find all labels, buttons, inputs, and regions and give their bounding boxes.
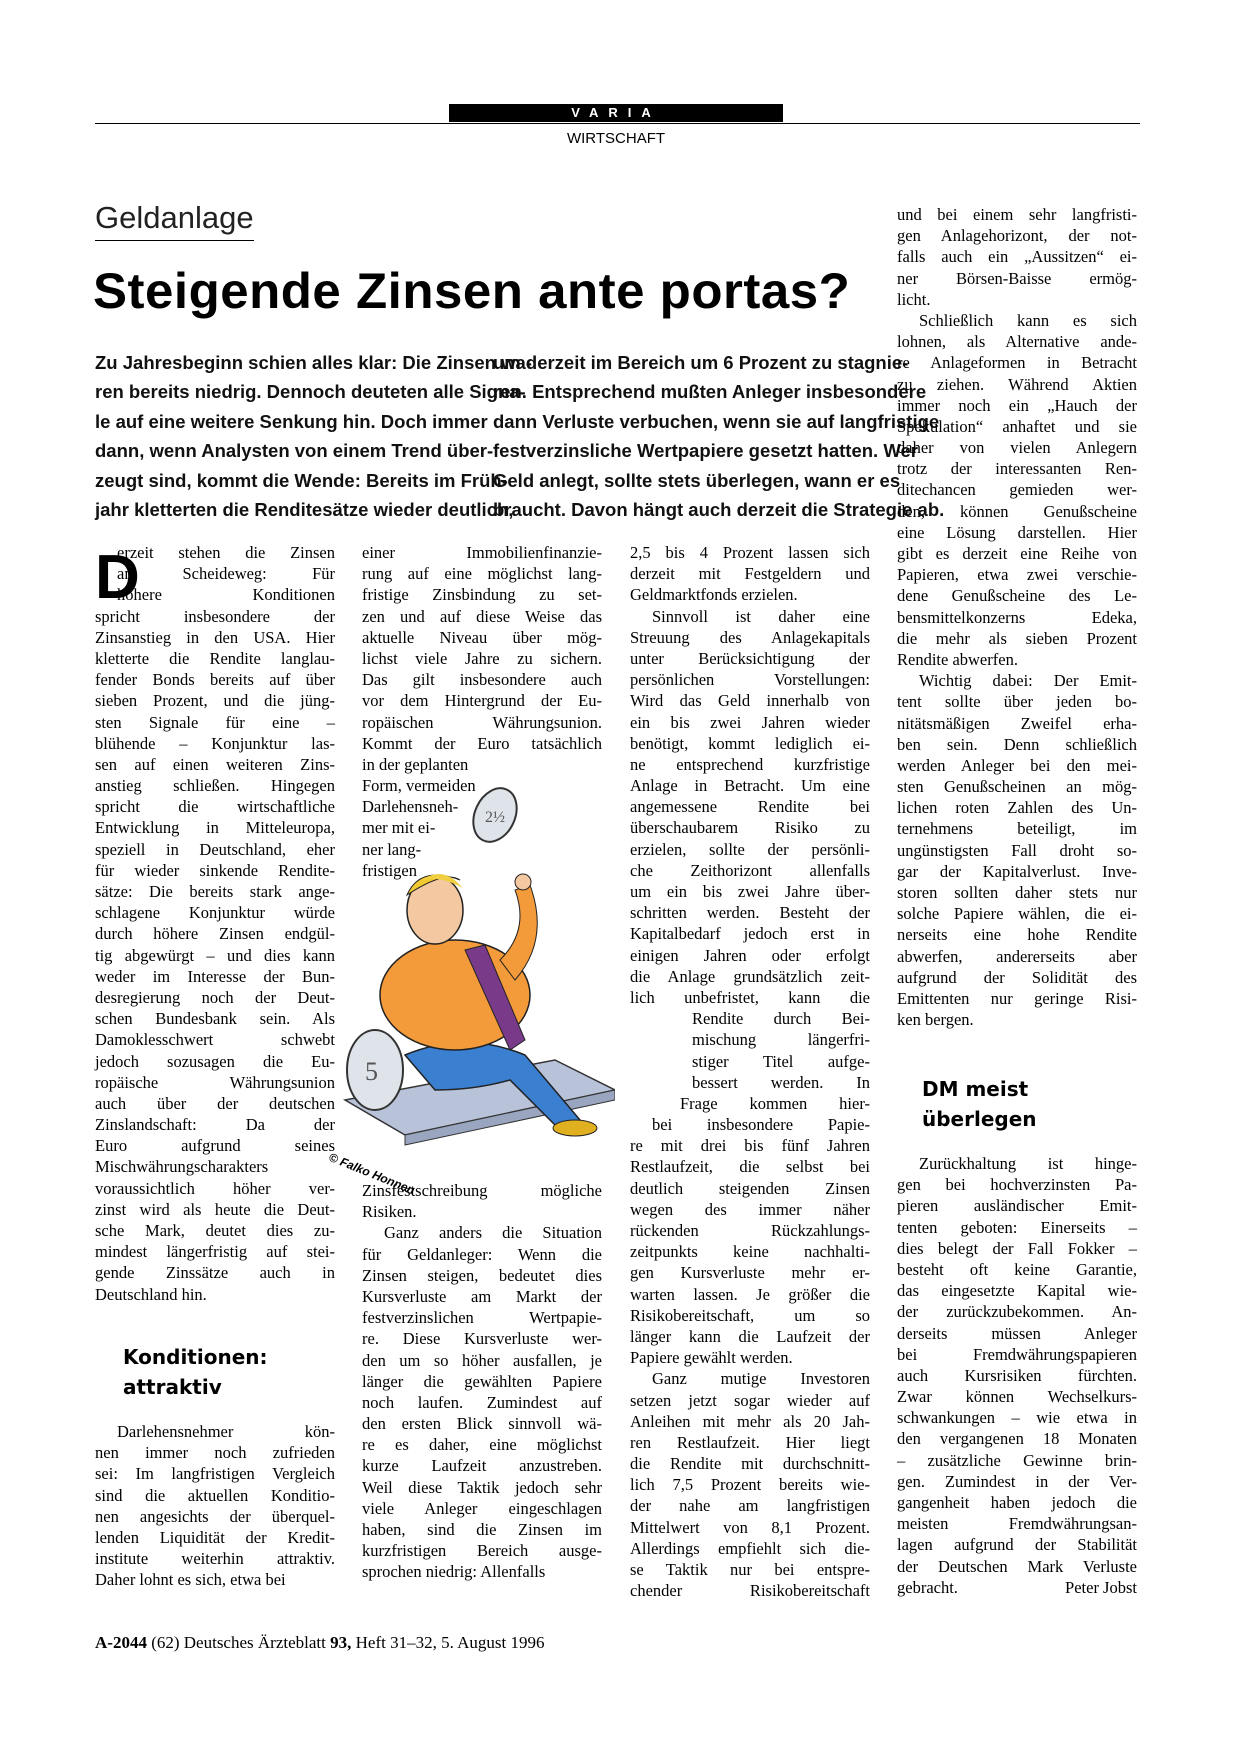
text-line: setzen jetzt sogar wieder auf <box>630 1390 870 1410</box>
text-line: gangenheit haben jedoch die <box>897 1493 1137 1512</box>
text-line: noch laufen. Zumindest auf <box>362 1392 602 1412</box>
text-line: lohnen, als Alternative ande- <box>897 332 1137 352</box>
closing-word: gebracht. <box>897 1578 958 1597</box>
text-line: lich 7,5 Prozent bereits wie- <box>630 1475 870 1495</box>
text-line: Entwicklung in Mitteleuropa, <box>95 818 335 838</box>
text-line: speziell in Deutschland, eher <box>95 839 335 859</box>
text-line: um ein bis zwei Jahre über- <box>630 882 870 901</box>
text-line: Zinsanstieg in den USA. Hier <box>95 627 335 647</box>
text-line: Rendite durch Bei- <box>692 1009 870 1029</box>
text-line: braucht. Davon hängt auch derzeit die Strategie ab. <box>493 498 945 520</box>
text-line: jedoch sozusagen die Eu- <box>95 1051 335 1071</box>
text-line: derzeit mit Festgeldern und <box>630 564 870 584</box>
subsection-label: WIRTSCHAFT <box>566 130 666 147</box>
text-line: den, können Genußscheine <box>897 501 1137 521</box>
text-line: aktuelle Niveau über mög- <box>362 627 602 647</box>
drop-cap: D <box>95 543 140 612</box>
text-line: pieren ausländischer Emit- <box>897 1196 1137 1216</box>
kicker: Geldanlage <box>95 200 254 241</box>
text-line: fristigen <box>362 860 417 880</box>
text-line: Rendite abwerfen. <box>897 649 1018 669</box>
text-line: Euro aufgrund seines <box>95 1136 335 1156</box>
text-line: sten Signale für eine – <box>95 712 335 732</box>
text-line: gar der Kapitalverlust. Inve- <box>897 861 1137 881</box>
text-line: einer Immobilienfinanzie- <box>362 543 602 562</box>
body-column-2b <box>362 1180 602 1583</box>
text-line: anstieg schließen. Hingegen <box>95 776 335 796</box>
text-line: mindest längerfristig auf stei- <box>95 1242 335 1262</box>
text-line: Zu Jahresbeginn schien alles klar: Die Zinsen wa- <box>95 352 532 373</box>
svg-text:5: 5 <box>365 1057 378 1086</box>
text-line: Allerdings empfiehlt sich die- <box>630 1538 870 1558</box>
text-line: re mit drei bis fünf Jahren <box>630 1136 870 1156</box>
text-line: ren. Entsprechend mußten Anleger insbesondere <box>493 381 927 403</box>
text-line: falls auch ein „Aussitzen“ ei- <box>897 247 1137 267</box>
text-line: institute weiterhin attraktiv. <box>95 1549 335 1569</box>
text-line: re es daher, eine möglichst <box>362 1435 602 1455</box>
text-line: abwerfen, andererseits aber <box>897 946 1137 966</box>
text-line: gen bei hochverzinsten Pa- <box>897 1175 1137 1195</box>
text-line: persönlichen Vorstellungen: <box>630 670 870 690</box>
text-line: gen Kursverluste mehr er- <box>630 1263 870 1283</box>
text-line: vor dem Hintergrund der Eu- <box>362 691 602 711</box>
text-line: lenden Liquidität der Kredit- <box>95 1527 335 1547</box>
page-number: A-2044 <box>95 1633 147 1652</box>
subheading-line: Konditionen: <box>123 1345 268 1369</box>
text-line: schen Bundesbank sein. Als <box>95 1009 335 1029</box>
text-line: Risiken. <box>362 1202 417 1222</box>
text-line: auch über der deutschen <box>95 1093 335 1113</box>
text-line: weder im Interesse der Bun- <box>95 966 335 986</box>
text-line: zinst wird als heute die Deut- <box>95 1199 335 1219</box>
text-line: mer mit ei- <box>362 818 436 838</box>
text-line: ein bis zwei Jahren wieder <box>630 712 870 732</box>
text-line: spricht die wirtschaftliche <box>95 797 335 817</box>
text-line: fender Bonds bereits auf über <box>95 670 335 690</box>
text-line: dann, wenn Analysten von einem Trend über- <box>95 440 494 462</box>
subheading-line: attraktiv <box>123 1375 222 1399</box>
text-line: – zusätzliche Gewinne brin- <box>897 1450 1137 1470</box>
text-line: auch Kursrisiken fürchten. <box>897 1365 1137 1385</box>
text-line: Streuung des Anlagekapitals <box>630 627 870 647</box>
text-line: immer noch ein „Hauch der <box>897 395 1137 415</box>
text-line: länger die gewählten Papiere <box>362 1371 602 1391</box>
text-line: benötigt, kommt lediglich ei- <box>630 733 870 753</box>
subheading-konditionen <box>123 1342 268 1402</box>
body-column-1 <box>95 542 335 1305</box>
text-line: solche Papiere wählen, die ei- <box>897 904 1137 924</box>
text-line: Kapitalbedarf jedoch erst in <box>630 924 870 944</box>
text-line: che Zeithorizont allenfalls <box>630 860 870 880</box>
text-line: Damoklesschwert schwebt <box>95 1030 335 1050</box>
text-line: um derzeit im Bereich um 6 Prozent zu stagnie- <box>493 352 909 373</box>
text-line: besteht oft keine Garantie, <box>897 1259 1137 1279</box>
text-line: daher von vielen Anlegern <box>897 438 1137 458</box>
text-line: sei: Im langfristigen Vergleich <box>95 1464 335 1484</box>
text-line: Wichtig dabei: Der Emit- <box>919 671 1137 691</box>
text-line: zeugt sind, kommt die Wende: Bereits im Früh- <box>95 469 508 491</box>
text-line: sind die aktuellen Konditio- <box>95 1485 335 1505</box>
text-line: der zurückzubekommen. An- <box>897 1302 1137 1322</box>
text-line: bessert werden. In <box>692 1072 870 1092</box>
text-line: nen angesichts der überquel- <box>95 1506 335 1526</box>
citation-prefix: (62) Deutsches Ärzteblatt <box>151 1633 326 1652</box>
text-line: höhere Konditionen <box>117 585 335 605</box>
text-line: erzeit stehen die Zinsen <box>117 543 335 562</box>
text-line: desregierung noch der Deut- <box>95 987 335 1007</box>
text-line: fristige Zinsbindung zu set- <box>362 585 602 605</box>
text-line: Zurückhaltung ist hinge- <box>919 1154 1137 1173</box>
text-line: den vergangenen 18 Monaten <box>897 1429 1137 1449</box>
text-line: Daher lohnt es sich, etwa bei <box>95 1570 286 1590</box>
text-line: spricht insbesondere der <box>95 606 335 626</box>
illustration-credit: © Falko Honnen <box>326 1150 417 1198</box>
text-line: viele Anleger eingeschlagen <box>362 1498 602 1518</box>
text-line: Zinsfestschreibung mögliche <box>362 1181 602 1200</box>
body-column-4b <box>897 1153 1137 1577</box>
page-footer <box>95 1633 545 1653</box>
text-line: nen immer noch zufrieden <box>95 1443 335 1463</box>
text-line: am Scheideweg: Für <box>117 564 335 584</box>
header-rule <box>95 123 1140 124</box>
body-column-4-closing <box>897 1577 1137 1598</box>
subheading-line: überlegen <box>922 1107 1037 1131</box>
text-line: bei Fremdwährungspapieren <box>897 1344 1137 1364</box>
text-line: Kursverluste am Markt der <box>362 1286 602 1306</box>
text-line: länger kann die Laufzeit der <box>630 1326 870 1346</box>
lead-column-2 <box>493 348 945 524</box>
text-line: Zwar können Wechselkurs- <box>897 1387 1137 1407</box>
text-line: ren bereits niedrig. Dennoch deuteten alle Signa- <box>95 381 526 403</box>
text-line: ben sein. Denn schließlich <box>897 734 1137 754</box>
text-line: deutlich steigenden Zinsen <box>630 1178 870 1198</box>
text-line: angemessene Rendite bei <box>630 797 870 817</box>
text-line: gende Zinssätze auch in <box>95 1263 335 1283</box>
text-line: sätze: Die bereits stark ange- <box>95 882 335 901</box>
text-line: voraussichtlich höher ver- <box>95 1178 335 1198</box>
text-line: ken bergen. <box>897 1010 974 1030</box>
text-line: Deutschland hin. <box>95 1284 207 1304</box>
text-line: kletterte die Rendite langlau- <box>95 648 335 668</box>
text-line: Risikobereitschaft, um so <box>630 1305 870 1325</box>
text-line: sen auf einen weiteren Zins- <box>95 754 335 774</box>
body-column-4a <box>897 204 1137 1030</box>
text-line: Weil diese Taktik jedoch sehr <box>362 1477 602 1497</box>
text-line: stiger Titel aufge- <box>692 1051 870 1071</box>
text-line: jahr kletterten die Renditesätze wieder deutlich, <box>95 498 514 520</box>
text-line: wegen des immer näher <box>630 1199 870 1219</box>
text-line: die Rendite mit durchschnitt- <box>630 1454 870 1474</box>
text-line: der nahe am langfristigen <box>630 1496 870 1516</box>
text-line: ternehmens beteiligt, im <box>897 819 1137 839</box>
text-line: re Anlageformen in Betracht <box>897 353 1137 373</box>
text-line: dene Genußscheine des Le- <box>897 586 1137 606</box>
text-line: storen sollten daher stets nur <box>897 883 1137 902</box>
lead-column-1 <box>95 348 532 524</box>
text-line: Emittenten nur geringe Risi- <box>897 988 1137 1008</box>
subheading-dm-meist <box>922 1074 1037 1134</box>
text-line: das eingesetzte Kapital wie- <box>897 1281 1137 1301</box>
text-line: haben, sind die Zinsen im <box>362 1520 602 1539</box>
text-line: rückenden Rückzahlungs- <box>630 1221 870 1240</box>
text-line: kurzfristigen Bereich ausge- <box>362 1541 602 1561</box>
text-line: durch höhere Zinsen endgül- <box>95 924 335 944</box>
text-line: eine Lösung darstellen. Hier <box>897 522 1137 542</box>
text-line: zu ziehen. Während Aktien <box>897 374 1137 394</box>
text-line: Frage kommen hier- <box>680 1093 870 1113</box>
headline: Steigende Zinsen ante portas? <box>93 263 851 319</box>
text-line: ner Börsen-Baisse ermög- <box>897 268 1137 288</box>
text-line: für wieder sinkende Rendite- <box>95 860 335 880</box>
text-line: Darlehensnehmer kön- <box>117 1422 335 1441</box>
text-line: schritten werden. Besteht der <box>630 903 870 923</box>
text-line: Mittelwert von 8,1 Prozent. <box>630 1517 870 1537</box>
text-line: derseits müssen Anleger <box>897 1323 1137 1343</box>
text-line: bensmittelkonzerns Edeka, <box>897 607 1137 627</box>
text-line: ropäische Währungsunion <box>95 1072 335 1092</box>
text-line: chender Risikobereitschaft <box>630 1581 870 1601</box>
text-line: 2,5 bis 4 Prozent lassen sich <box>630 543 870 562</box>
text-line: Papieren, etwa zwei verschie- <box>897 565 1137 585</box>
text-line: ren Restlaufzeit. Hier liegt <box>630 1432 870 1452</box>
text-line: gibt es derzeit eine Reihe von <box>897 544 1137 563</box>
text-line: le auf eine weitere Senkung hin. Doch immer <box>95 410 488 432</box>
subheading-line: DM meist <box>922 1077 1029 1101</box>
text-line: sten Genußscheinen an mög- <box>897 777 1137 797</box>
text-line: warten lassen. Je größer die <box>630 1284 870 1304</box>
text-line: ne entsprechend kurzfristige <box>630 754 870 774</box>
citation-suffix: Heft 31–32, 5. August 1996 <box>355 1633 545 1652</box>
text-line: erzielen, sollte der persönli- <box>630 839 870 859</box>
text-line: werden Anleger bei den mei- <box>897 755 1137 775</box>
author: Peter Jobst <box>1065 1578 1137 1597</box>
text-line: tig abgewürgt – und dies kann <box>95 945 335 965</box>
text-line: gen. Zumindest in der Ver- <box>897 1471 1137 1491</box>
text-line: den um so höher ausfallen, je <box>362 1350 602 1370</box>
text-line: mischung längerfri- <box>692 1030 870 1050</box>
text-line: rung auf eine möglichst lang- <box>362 564 602 584</box>
text-line: tenten geboten: Einerseits – <box>897 1217 1137 1237</box>
text-line: unter Berücksichtigung der <box>630 648 870 668</box>
text-line: Kommt der Euro tatsächlich <box>362 733 602 753</box>
text-line: ropäischen Währungsunion. <box>362 712 602 732</box>
text-line: trotz der interessanten Ren- <box>897 459 1137 479</box>
text-line: zen und auf diese Weise das <box>362 606 602 626</box>
text-line: Mischwährungscharakters <box>95 1157 269 1177</box>
text-line: Darlehensneh- <box>362 797 459 817</box>
text-line: kurze Laufzeit anzustreben. <box>362 1456 602 1476</box>
text-line: schwankungen – wie etwa in <box>897 1408 1137 1428</box>
section-label: VARIA <box>449 104 783 122</box>
text-line: Anleihen mit mehr als 20 Jah- <box>630 1411 870 1431</box>
volume-number: 93, <box>330 1633 352 1652</box>
text-line: Das gilt insbesondere auch <box>362 670 602 690</box>
text-line: Ganz mutige Investoren <box>652 1369 870 1389</box>
body-column-1b <box>95 1421 335 1591</box>
text-line: meisten Fremdwährungsan- <box>897 1514 1137 1534</box>
text-line: die Anlage grundsätzlich zeit- <box>630 966 870 986</box>
svg-text:2½: 2½ <box>485 809 505 826</box>
text-line: ner lang- <box>362 839 422 859</box>
text-line: re. Diese Kursverluste wer- <box>362 1329 602 1349</box>
text-line: schlagene Konjunktur würde <box>95 903 335 923</box>
text-line: sche Mark, deutet dies zu- <box>95 1221 335 1240</box>
text-line: aufgrund der Solidität des <box>897 967 1137 987</box>
text-line: Zinslandschaft: Da der <box>95 1115 335 1135</box>
body-column-3 <box>630 542 870 1601</box>
text-line: Sinnvoll ist daher eine <box>652 606 870 626</box>
text-line: Spekulation“ anhaftet und sie <box>897 416 1137 436</box>
text-line: Form, vermeiden <box>362 776 476 796</box>
text-line: Papiere gewählt werden. <box>630 1348 793 1368</box>
text-line: Restlaufzeit, die selbst bei <box>630 1157 870 1177</box>
text-line: lichen roten Zahlen des Un- <box>897 798 1137 818</box>
text-line: gen Anlagehorizont, der not- <box>897 226 1137 246</box>
text-line: festverzinslichen Wertpapie- <box>362 1308 602 1328</box>
text-line: se Taktik nur bei entspre- <box>630 1560 870 1579</box>
text-line: lagen aufgrund der Stabilität <box>897 1535 1137 1555</box>
text-line: der Deutschen Mark Verluste <box>897 1556 1137 1576</box>
text-line: festverzinsliche Wertpapiere gesetzt hatten. Wer <box>493 440 918 462</box>
text-line: Ganz anders die Situation <box>384 1223 602 1243</box>
text-line: Anlage in Betracht. Um eine <box>630 776 870 796</box>
text-line: Geld anlegt, sollte stets überlegen, wann er es <box>493 469 901 491</box>
text-line: nerseits eine hohe Rendite <box>897 925 1137 945</box>
text-line: Wird das Geld innerhalb von <box>630 691 870 711</box>
text-line: überschaubarem Risiko zu <box>630 818 870 838</box>
text-line: sprochen niedrig: Allenfalls <box>362 1562 546 1582</box>
text-line: blühende – Konjunktur las- <box>95 733 335 753</box>
text-line: licht. <box>897 289 931 309</box>
text-line: für Geldanleger: Wenn die <box>362 1244 602 1264</box>
text-line: sieben Prozent, und die jüng- <box>95 691 335 711</box>
text-line: Geldmarktfonds erzielen. <box>630 585 798 605</box>
text-line: bei insbesondere Papie- <box>652 1115 870 1135</box>
text-line: einigen Jahren oder erfolgt <box>630 945 870 965</box>
text-line: lich unbefristet, kann die <box>630 987 870 1007</box>
text-line: den ersten Blick sinnvoll wä- <box>362 1414 602 1434</box>
text-line: ungünstigsten Fall droht so- <box>897 840 1137 860</box>
text-line: dies belegt der Fall Fokker – <box>897 1238 1137 1258</box>
text-line: in der geplanten <box>362 754 469 774</box>
text-line: nitätsmäßigen Zweifel erha- <box>897 713 1137 733</box>
text-line: Zinsen steigen, bedeutet dies <box>362 1265 602 1285</box>
text-line: Schließlich kann es sich <box>919 310 1137 330</box>
text-line: tent sollte über jeden bo- <box>897 692 1137 712</box>
text-line: und bei einem sehr langfristi- <box>897 205 1137 224</box>
cartoon-investor-illustration <box>325 770 615 1190</box>
text-line: die mehr als sieben Prozent <box>897 628 1137 648</box>
text-line: lichst viele Jahre zu sichern. <box>362 648 602 668</box>
text-line: dann Verluste verbuchen, wenn sie auf langfristige <box>493 410 940 432</box>
text-line: zeitpunkts keine nachhalti- <box>630 1242 870 1262</box>
text-line: ditechancen gemieden wer- <box>897 480 1137 500</box>
